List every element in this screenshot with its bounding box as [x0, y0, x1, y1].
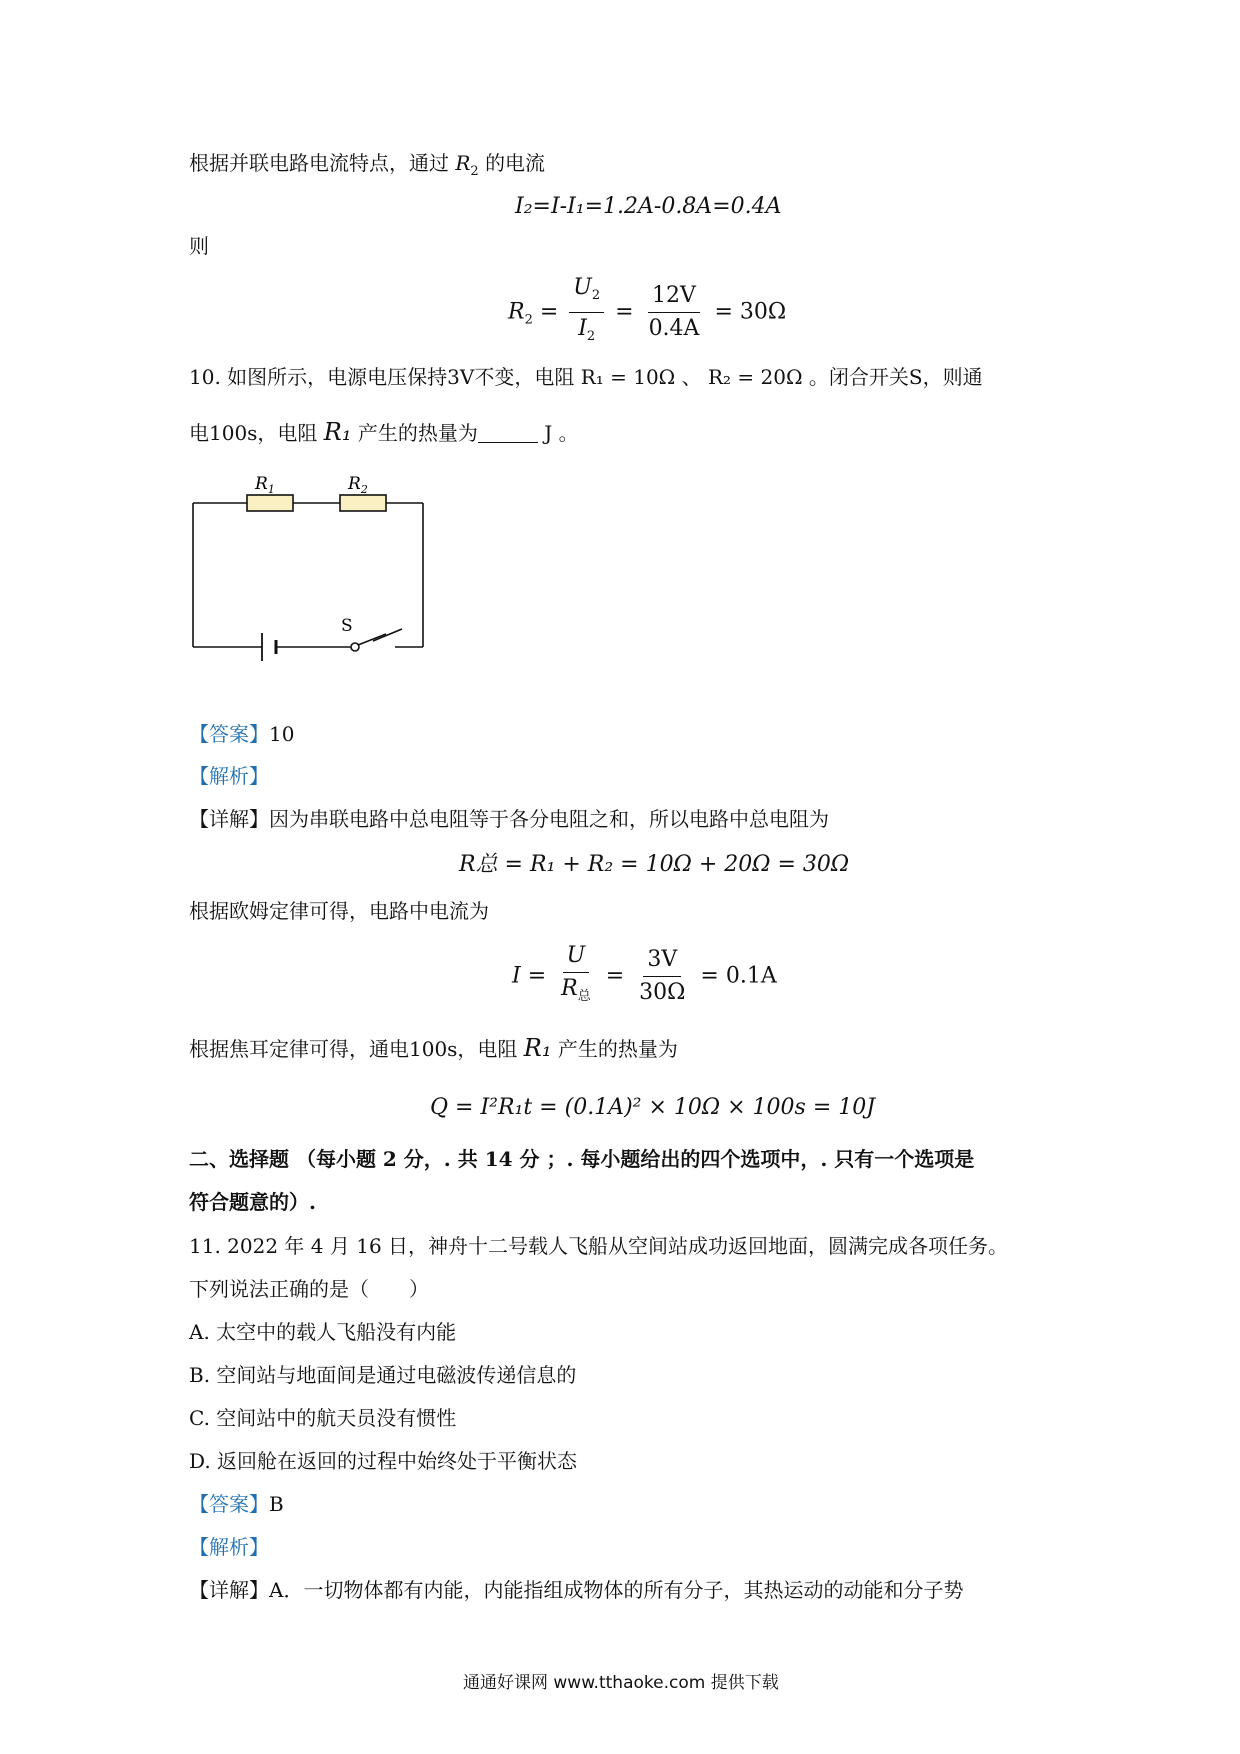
detail-tag: 【详解】 — [189, 807, 269, 831]
label-r2: $R_2$ — [348, 474, 368, 496]
answer-tag: 【答案】 — [189, 722, 269, 746]
eq-lhs: I — [512, 963, 521, 989]
answer-tag: 【答案】 — [189, 1492, 269, 1516]
paragraph-joule — [189, 1034, 678, 1063]
fraction — [645, 282, 704, 343]
q11-option-d: D. 返回舱在返回的过程中始终处于平衡状态 — [189, 1449, 578, 1473]
q10-stem-line2 — [189, 418, 579, 447]
r2-subscript: 2 — [470, 164, 479, 179]
sub: 2 — [591, 288, 601, 303]
numerator: 12V — [648, 282, 700, 313]
q11-stem-line1: 11. 2022 年 4 月 16 日，神舟十二号载人飞船从空间站成功返回地面，圆满完成各项任务。 — [189, 1234, 1009, 1258]
denominator: 0.4A — [648, 316, 700, 341]
answer-value: 10 — [269, 722, 295, 746]
r1-symbol: R₁ — [323, 418, 352, 446]
numerator: U — [563, 942, 590, 973]
q11-stem-line2: 下列说法正确的是（ ） — [189, 1277, 429, 1301]
fraction — [635, 946, 689, 1007]
text: 根据并联电路电流特点，通过 — [189, 151, 449, 175]
analysis-tag-11: 【解析】 — [189, 1535, 269, 1559]
text: 根据焦耳定律可得，通电100s，电阻 — [189, 1037, 518, 1061]
equation-total-resistance: R总 = R₁ + R₂ = 10Ω + 20Ω = 30Ω — [459, 852, 850, 877]
numerator: 3V — [643, 946, 681, 977]
answer-11 — [189, 1490, 284, 1518]
detail-11 — [189, 1576, 963, 1604]
text-ze: 则 — [189, 234, 209, 258]
detail-tag: 【详解】 — [189, 1578, 269, 1602]
circuit-diagram — [185, 465, 435, 665]
label-switch: S — [341, 616, 353, 636]
equation-r2: $R_2$ = $\frac{U_2}{I_2}$ = $\frac{12V}{0.4A}$ = 30Ω — [508, 274, 786, 351]
numerator: U — [573, 275, 592, 300]
paragraph-ohm: 根据欧姆定律可得，电路中电流为 — [189, 899, 489, 923]
answer-10 — [189, 720, 294, 748]
denominator: I — [578, 316, 587, 341]
label-r1: $R_1$ — [255, 474, 275, 496]
analysis-tag: 【解析】 — [189, 764, 269, 788]
switch-pivot — [351, 643, 359, 651]
equation-i2: I₂=I-I₁=1.2A-0.8A=0.4A — [515, 194, 782, 219]
text: A．一切物体都有内能，内能指组成物体的所有分子，其热运动的动能和分子势 — [269, 1578, 964, 1602]
r2-symbol: R — [455, 151, 471, 175]
denominator: R — [561, 976, 578, 1001]
fraction — [569, 274, 604, 351]
q10-stem-line1: 10. 如图所示，电源电压保持3V不变，电阻 R₁ = 10Ω 、 R₂ = 20Ω 。闭合开关S，则通 — [189, 365, 983, 389]
q11-option-a: A. 太空中的载人飞船没有内能 — [189, 1320, 457, 1344]
text: 因为串联电路中总电阻等于各分电阻之和，所以电路中总电阻为 — [269, 807, 829, 831]
sub: 总 — [577, 989, 591, 1004]
eq-sub: 2 — [524, 312, 533, 328]
text: 电100s，电阻 — [189, 421, 318, 445]
answer-value: B — [269, 1492, 284, 1516]
eq-result: 30Ω — [739, 299, 787, 325]
page-footer: 通通好课网 www.tthaoke.com 提供下载 — [463, 1673, 779, 1693]
text: 产生的热量为 — [557, 1037, 678, 1061]
equation-heat: Q = I²R₁t = (0.1A)² × 10Ω × 100s = 10J — [430, 1095, 876, 1120]
paragraph-parallel — [189, 149, 545, 186]
resistor-r1 — [247, 495, 293, 511]
section-2-header-line2: 符合题意的）. — [189, 1190, 316, 1214]
eq-lhs: R — [508, 299, 525, 325]
q11-option-c: C. 空间站中的航天员没有惯性 — [189, 1406, 457, 1430]
sub: 2 — [586, 329, 596, 344]
eq-result: 0.1A — [725, 963, 777, 989]
switch-lever — [358, 634, 386, 645]
denominator: 30Ω — [639, 980, 686, 1005]
text: 产生的热量为 — [357, 421, 478, 445]
fraction — [557, 942, 595, 1011]
resistor-r2 — [340, 495, 386, 511]
r1-symbol: R₁ — [523, 1034, 552, 1062]
text: J 。 — [544, 421, 579, 445]
equation-current: I = $\frac{U}{R_总}$ = $\frac{3V}{30\Omega}$ = 0.1A — [512, 942, 777, 1011]
section-2-header-line1: 二、选择题 （每小题 2 分，. 共 14 分 ；. 每小题给出的四个选项中，. 只有一个选项是 — [189, 1147, 975, 1171]
answer-blank — [478, 424, 538, 443]
text: 的电流 — [485, 151, 546, 175]
q11-option-b: B. 空间站与地面间是通过电磁波传递信息的 — [189, 1363, 577, 1387]
detail-10 — [189, 805, 829, 833]
